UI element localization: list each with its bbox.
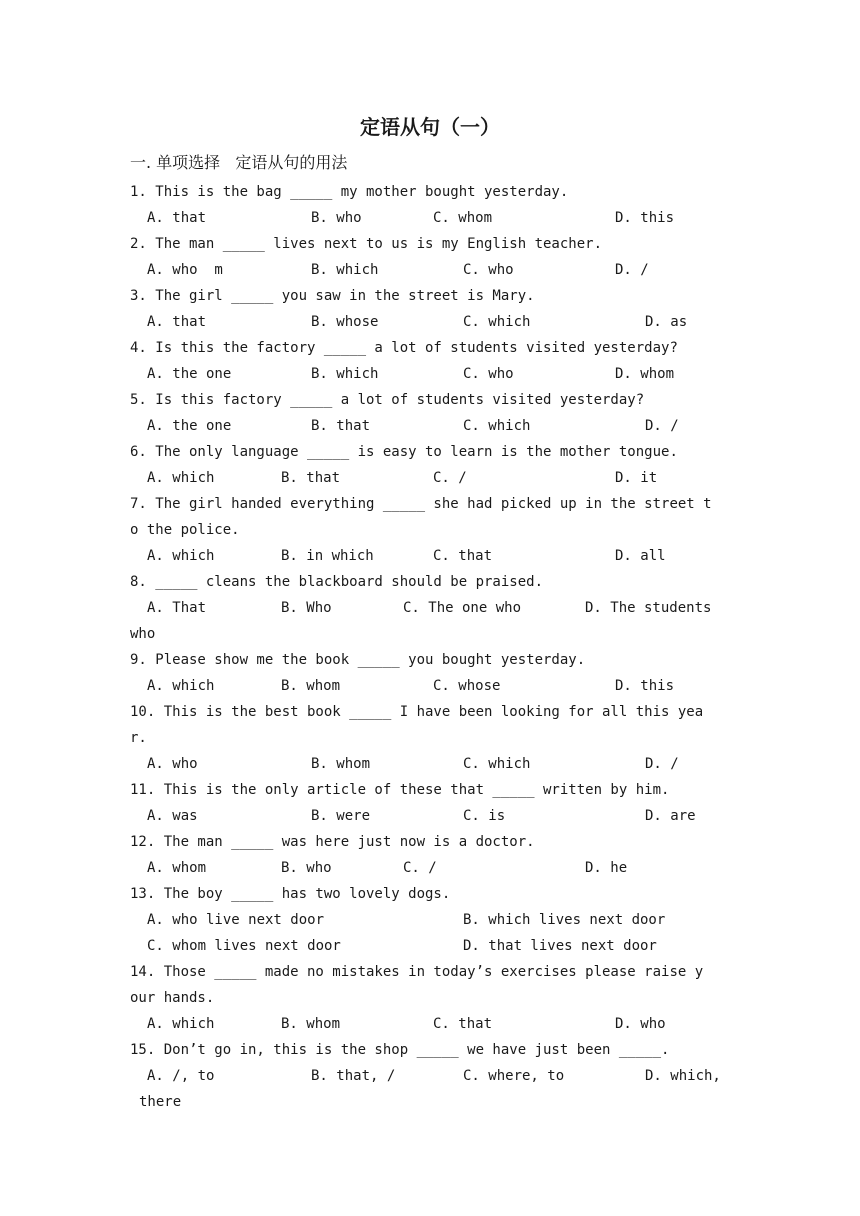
option-item: A. that [147,314,207,330]
question-stem: 1. This is the bag _____ my mother bought yesterday. [130,184,569,200]
option-item: D. are [645,808,696,824]
option-item: B. which lives next door [463,912,666,928]
option-item: B. whose [311,314,379,330]
option-item: B. which [311,366,379,382]
option-item: A. who m [147,262,223,278]
option-item: D. as [645,314,688,330]
option-item: B. whom [281,678,341,694]
option-wrap-text: who [130,626,156,642]
option-item: A. who [147,756,198,772]
option-item: A. That [147,600,207,616]
option-item: C. which [463,418,531,434]
option-item: C. which [463,314,531,330]
option-item: B. that, / [311,1068,396,1084]
question-stem: 6. The only language _____ is easy to learn is the mother tongue. [130,444,678,460]
question-stem: 13. The boy _____ has two lovely dogs. [130,886,451,902]
option-item: C. / [403,860,437,876]
option-item: B. whom [281,1016,341,1032]
option-item: D. this [615,678,675,694]
question-stem: r. [130,730,147,746]
question-stem: 15. Don’t go in, this is the shop _____ we have just been _____. [130,1042,670,1058]
option-item: A. which [147,548,215,564]
option-item: D. whom [615,366,675,382]
option-item: B. Who [281,600,332,616]
option-item: A. /, to [147,1068,215,1084]
option-item: A. who live next door [147,912,325,928]
option-item: A. whom [147,860,207,876]
option-item: B. which [311,262,379,278]
option-item: C. where, to [463,1068,565,1084]
option-item: B. that [281,470,341,486]
question-stem: 8. _____ cleans the blackboard should be praised. [130,574,544,590]
option-item: A. the one [147,418,232,434]
option-item: A. which [147,470,215,486]
option-item: A. which [147,1016,215,1032]
option-item: D. this [615,210,675,226]
question-stem: 12. The man _____ was here just now is a doctor. [130,834,535,850]
option-item: C. The one who [403,600,522,616]
option-item: C. whom lives next door [147,938,341,954]
question-stem: o the police. [130,522,240,538]
option-item: C. / [433,470,467,486]
option-item: C. whose [433,678,501,694]
option-item: C. which [463,756,531,772]
option-item: C. whom [433,210,493,226]
option-item: D. he [585,860,628,876]
option-item: B. who [281,860,332,876]
option-item: B. in which [281,548,374,564]
option-item: D. / [645,418,679,434]
option-item: D. The students [585,600,712,616]
option-item: C. that [433,548,493,564]
option-item: A. was [147,808,198,824]
question-stem: 11. This is the only article of these that _____ written by him. [130,782,670,798]
option-item: B. were [311,808,371,824]
option-item: D. which, [645,1068,721,1084]
option-item: D. / [645,756,679,772]
question-stem: our hands. [130,990,215,1006]
question-stem: 5. Is this factory _____ a lot of students visited yesterday? [130,392,645,408]
option-item: C. who [463,366,514,382]
option-item: A. that [147,210,207,226]
option-item: D. it [615,470,658,486]
option-item: C. that [433,1016,493,1032]
option-item: B. who [311,210,362,226]
question-stem: 4. Is this the factory _____ a lot of students visited yesterday? [130,340,678,356]
question-stem: 14. Those _____ made no mistakes in today’s exercises please raise y [130,964,704,980]
option-item: A. which [147,678,215,694]
option-item: D. all [615,548,666,564]
page-title: 定语从句（一） [360,115,500,139]
question-stem: 2. The man _____ lives next to us is my English teacher. [130,236,603,252]
option-wrap-text: there [139,1094,182,1110]
question-stem: 7. The girl handed everything _____ she had picked up in the street t [130,496,712,512]
question-stem: 10. This is the best book _____ I have been looking for all this yea [130,704,704,720]
option-item: D. who [615,1016,666,1032]
option-item: C. who [463,262,514,278]
option-item: A. the one [147,366,232,382]
option-item: B. that [311,418,371,434]
option-item: C. is [463,808,506,824]
option-item: D. / [615,262,649,278]
option-item: B. whom [311,756,371,772]
option-item: D. that lives next door [463,938,657,954]
section-heading: 一. 单项选择 定语从句的用法 [130,153,348,172]
question-stem: 3. The girl _____ you saw in the street is Mary. [130,288,535,304]
question-stem: 9. Please show me the book _____ you bought yesterday. [130,652,586,668]
